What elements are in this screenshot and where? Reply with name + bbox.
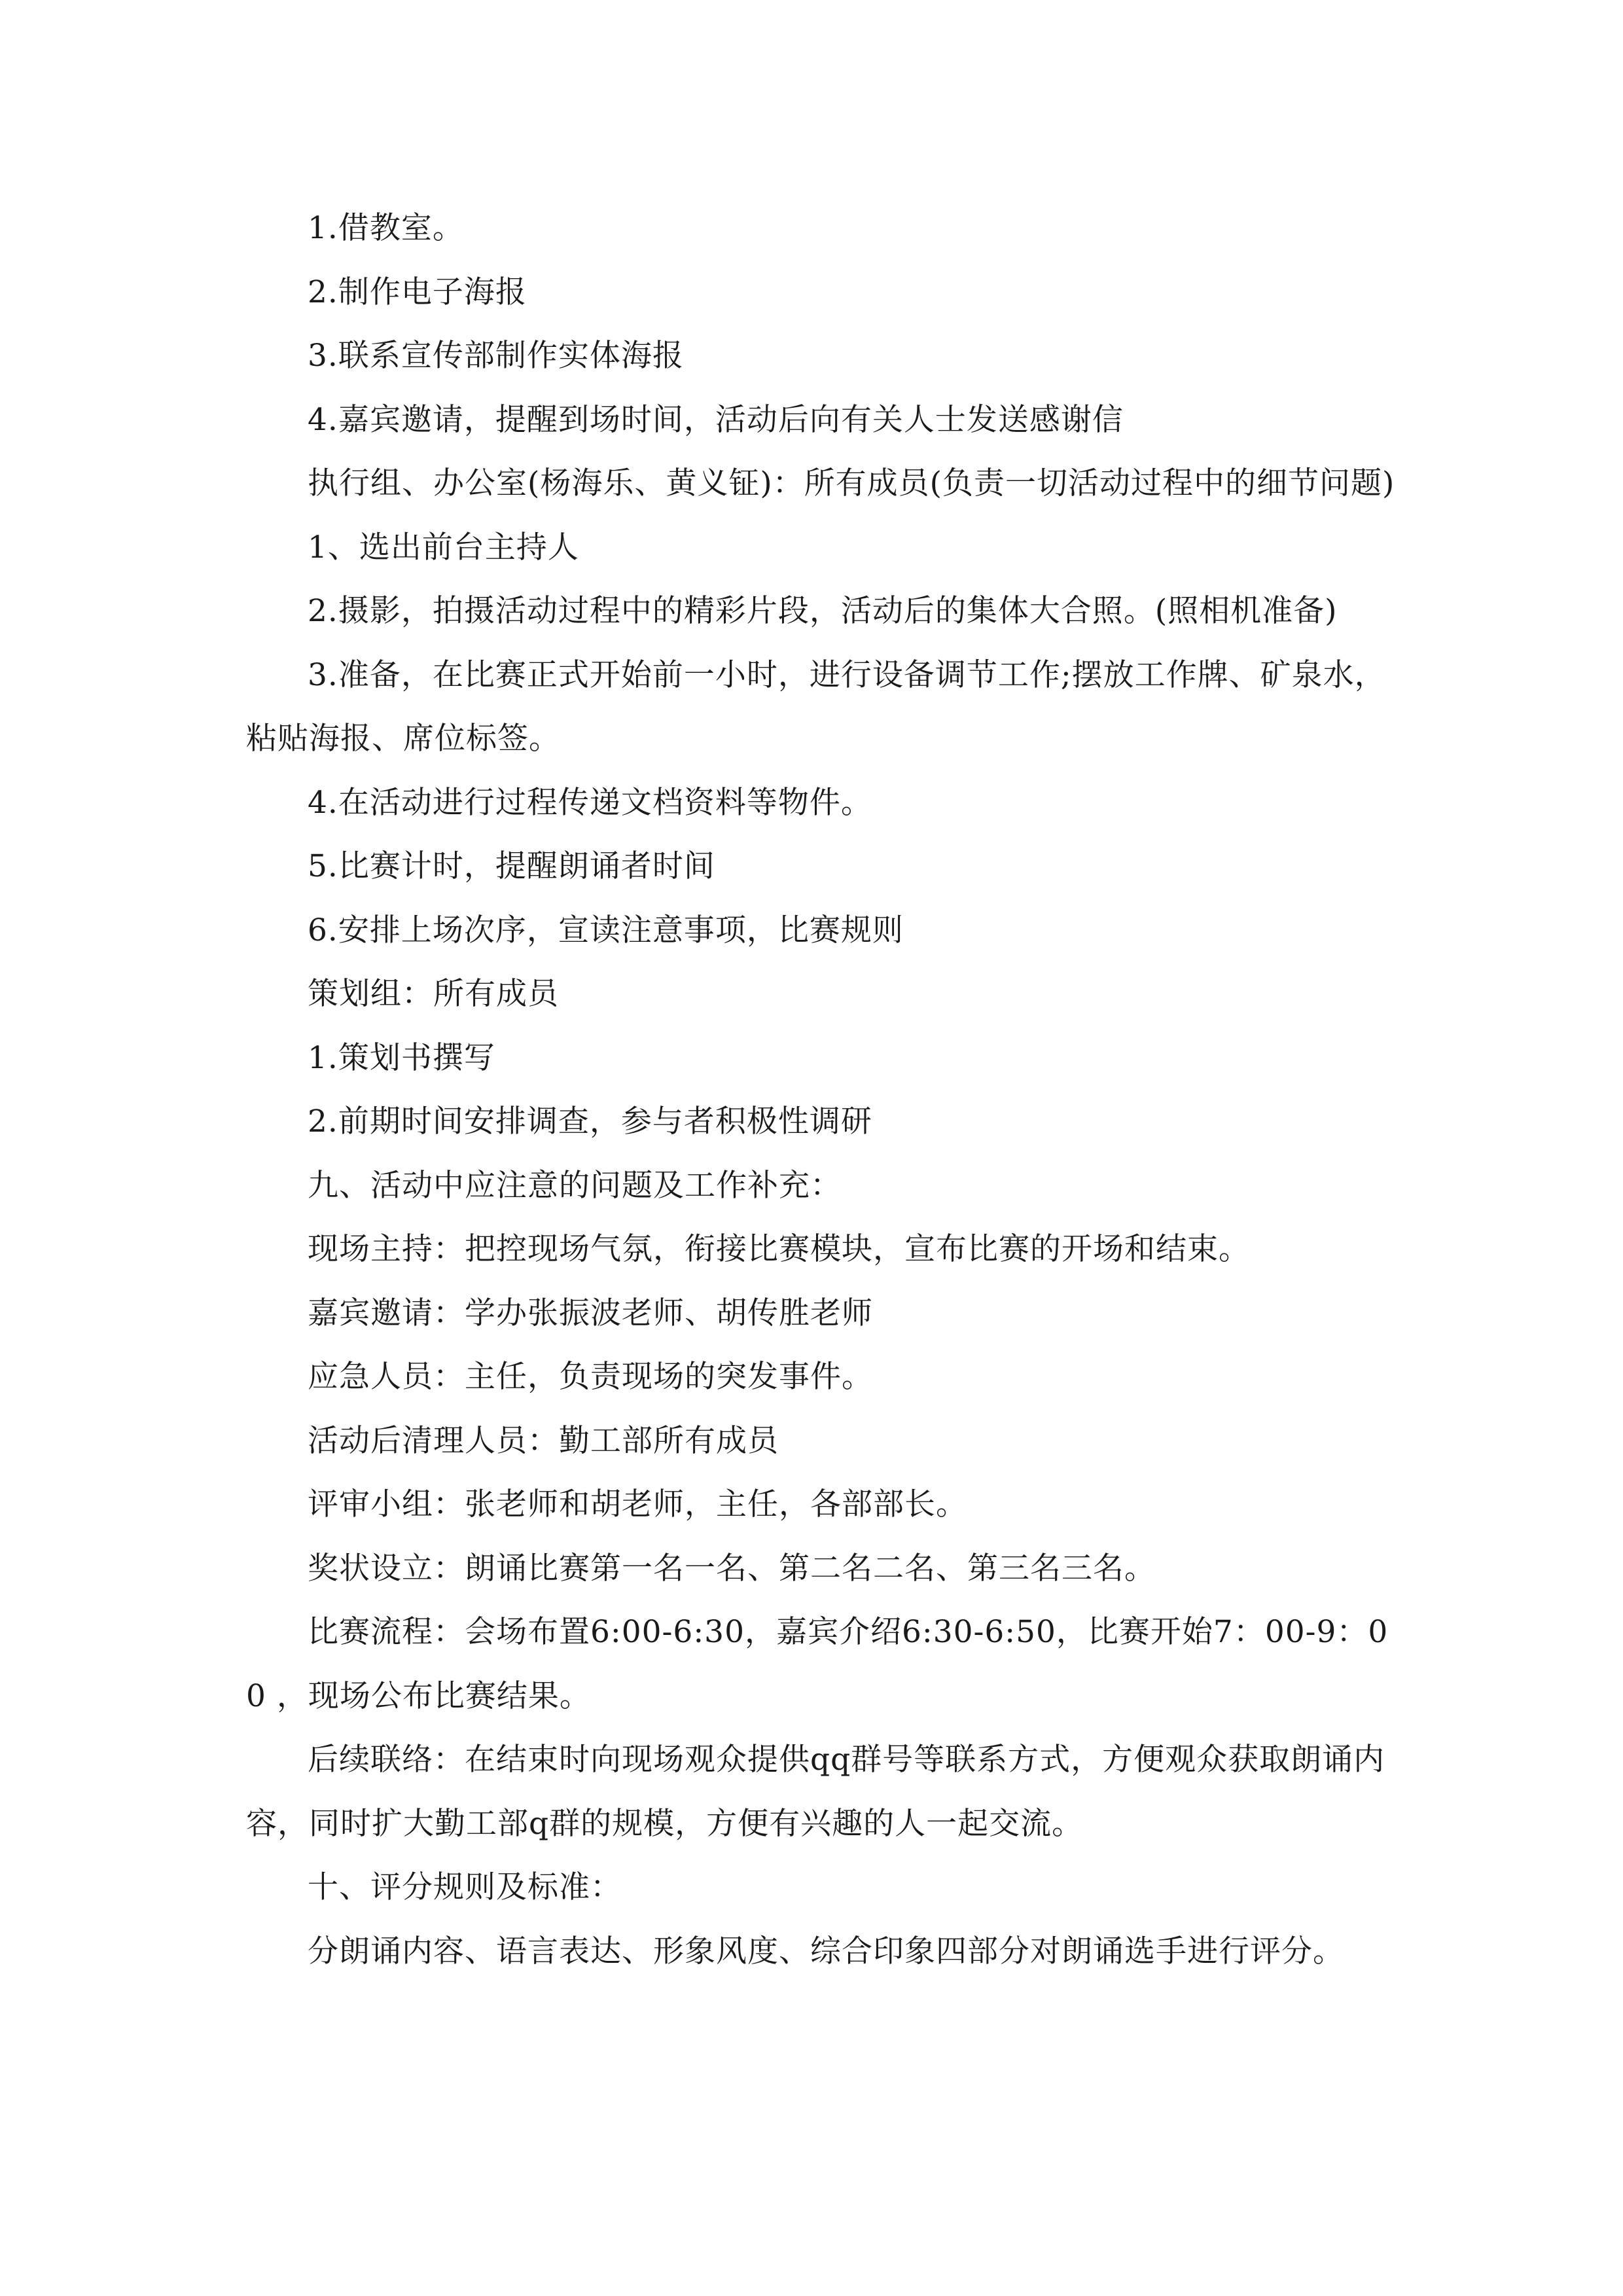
- paragraph-schedule: 比赛流程：会场布置6:00-6:30，嘉宾介绍6:30-6:50，比赛开始7：00-9：00 ，现场公布比赛结果。: [246, 1614, 1389, 1714]
- list-item-survey: 2.前期时间安排调查，参与者积极性调研: [308, 1103, 872, 1139]
- list-item-select-host: 1、选出前台主持人: [308, 529, 579, 565]
- list-item-guest-invitation: 4.嘉宾邀请，提醒到场时间，活动后向有关人士发送感谢信: [308, 401, 1124, 438]
- paragraph-cleanup: 活动后清理人员：勤工部所有成员: [308, 1422, 779, 1459]
- paragraph-scoring: 分朗诵内容、语言表达、形象风度、综合印象四部分对朗诵选手进行评分。: [308, 1933, 1344, 1969]
- section-heading-nine: 九、活动中应注意的问题及工作补充：: [308, 1167, 842, 1204]
- list-item-physical-poster: 3.联系宣传部制作实体海报: [308, 338, 684, 374]
- list-item-timing: 5.比赛计时，提醒朗诵者时间: [308, 848, 715, 884]
- paragraph-host: 现场主持：把控现场气氛，衔接比赛模块，宣布比赛的开场和结束。: [308, 1231, 1250, 1267]
- section-execution-group: 执行组、办公室(杨海乐、黄义钲)：所有成员(负责一切活动过程中的细节问题): [308, 465, 1395, 501]
- list-item-borrow-classroom: 1.借教室。: [308, 210, 464, 246]
- paragraph-follow-up: 后续联络：在结束时向现场观众提供qq群号等联系方式，方便观众获取朗诵内容，同时扩大勤工部q群的规模，方便有兴趣的人一起交流。: [246, 1742, 1385, 1842]
- paragraph-awards: 奖状设立：朗诵比赛第一名一名、第二名二名、第三名三名。: [308, 1550, 1156, 1587]
- section-planning-group: 策划组：所有成员: [308, 976, 559, 1012]
- list-item-order-rules: 6.安排上场次序，宣读注意事项，比赛规则: [308, 912, 904, 948]
- document-body: [246, 196, 1404, 1983]
- list-item-deliver-documents: 4.在活动进行过程传递文档资料等物件。: [308, 784, 872, 821]
- section-heading-ten: 十、评分规则及标准：: [308, 1869, 622, 1905]
- list-item-photography: 2.摄影，拍摄活动过程中的精彩片段，活动后的集体大合照。(照相机准备): [308, 593, 1338, 629]
- list-item-electronic-poster: 2.制作电子海报: [308, 274, 527, 310]
- list-item-proposal-writing: 1.策划书撰写: [308, 1039, 495, 1076]
- list-item-preparation: 3.准备，在比赛正式开始前一小时，进行设备调节工作;摆放工作牌、矿泉水，粘贴海报、席位标签。: [246, 656, 1386, 757]
- paragraph-guests: 嘉宾邀请：学办张振波老师、胡传胜老师: [308, 1295, 873, 1331]
- paragraph-judges: 评审小组：张老师和胡老师，主任，各部部长。: [308, 1486, 967, 1522]
- paragraph-emergency: 应急人员：主任，负责现场的突发事件。: [308, 1359, 873, 1395]
